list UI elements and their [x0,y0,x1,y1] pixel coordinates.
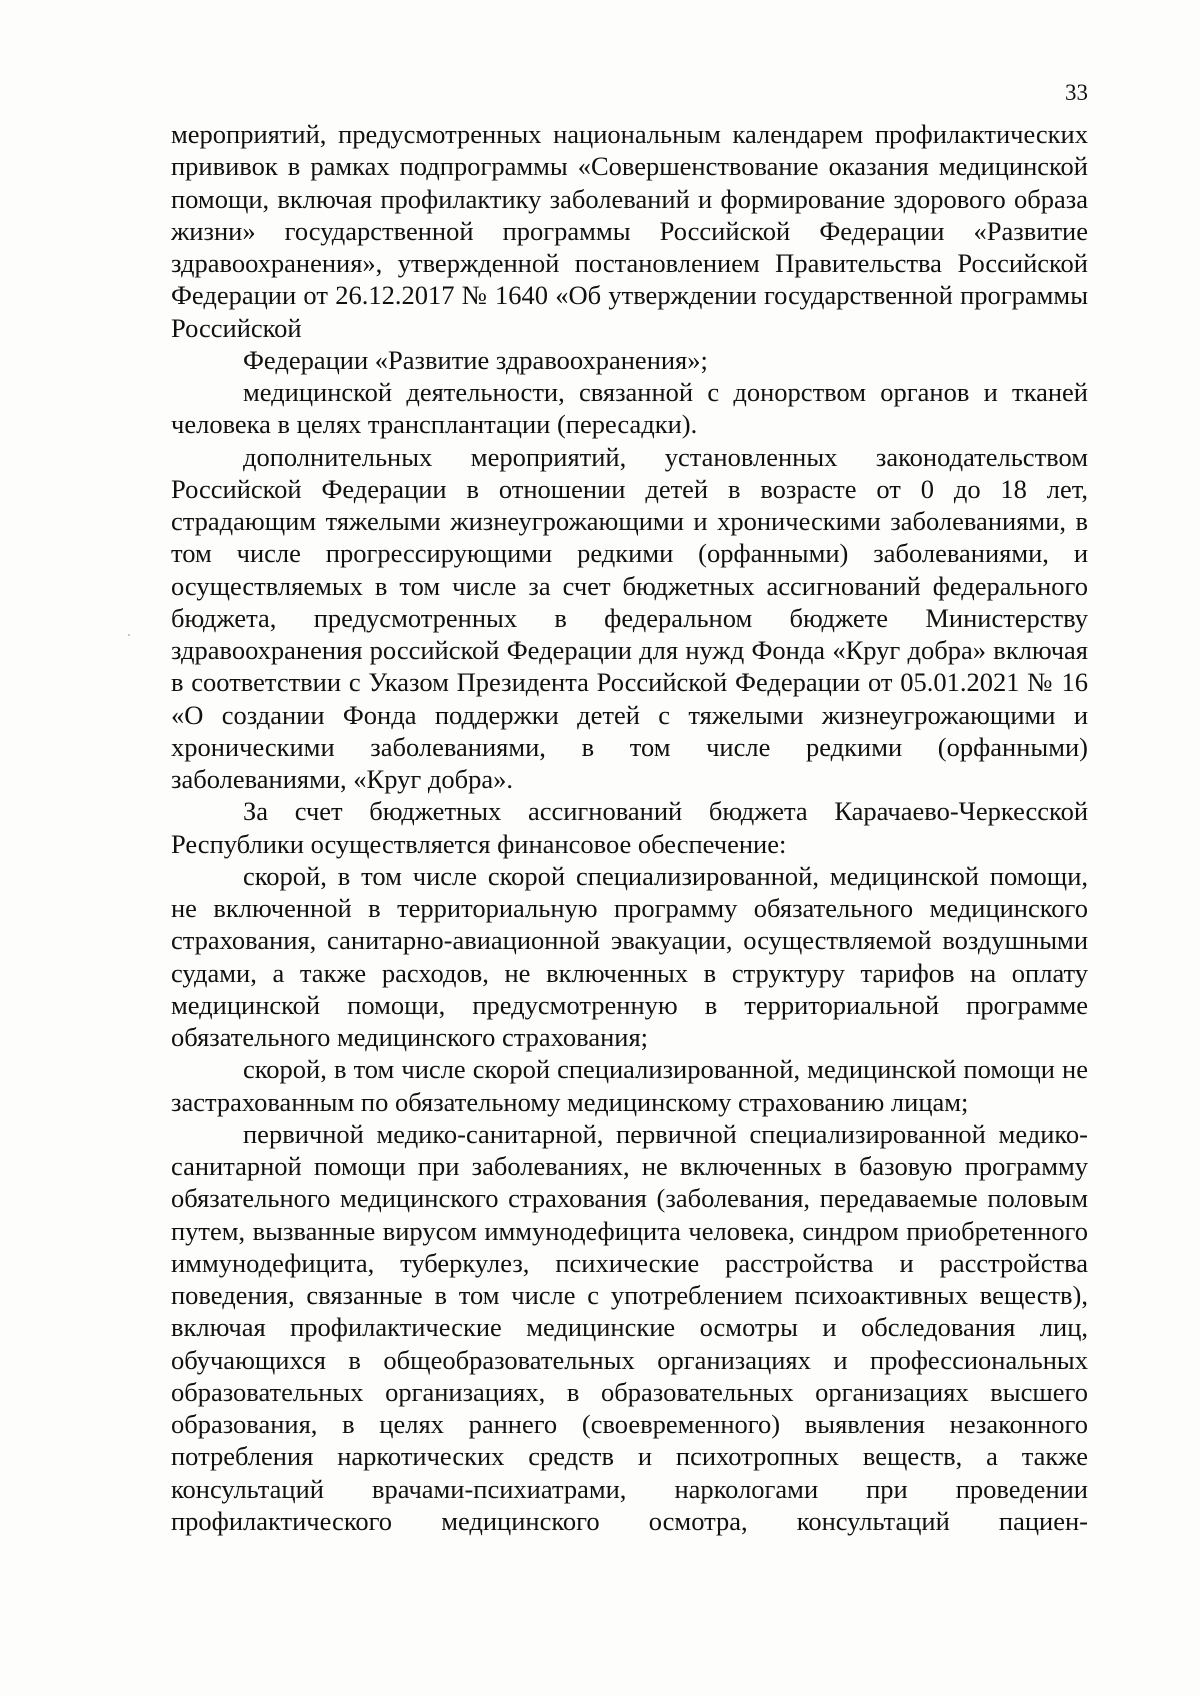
document-body [171,118,1088,1537]
paragraph: Федерации «Развитие здравоохранения»; [243,344,708,375]
paragraph: медицинской деятельности, связанной с донорством органов и тканей человека в целях трансплантации (пересадки). [171,377,1088,440]
paragraph: За счет бюджетных ассигнований бюджета Карачаево-Черкесской Республики осуществляется финансовое обеспечение: [171,796,1088,859]
paragraph: дополнительных мероприятий, установленных законодательством Российской Федерации в отношении детей в возрасте от 0 до 18 лет, страдающим тяжелыми жизнеугрожающими и хроническими заболеваниями, в том числе прогрессирующими редкими (орфанными) заболеваниями, и осуществляемых в том числе за счет бюджетных ассигнований федерального бюджета, предусмотренных в федеральном бюджете Министерству здравоохранения российской Федерации для нужд Фонда «Круг добра» включая в соответствии с Указом Президента Российской Федерации от 05.01.2021 № 16 «О создании Фонда поддержки детей с тяжелыми жизнеугрожающими и хроническими заболеваниями, в том числе редкими (орфанными) заболеваниями, «Круг добра». [171,441,1088,794]
paragraph-continuation: мероприятий, предусмотренных национальным календарем профилактических прививок в рамках подпрограммы «Совершенствование оказания медицинской помощи, включая профилактику заболеваний и формирование здорового образа жизни» государственной программы Российской Федерации «Развитие здравоохранения», утвержденной постановлением Правительства Российской Федерации от 26.12.2017 № 1640 «Об утверждении государственной программы Российской [171,119,1088,343]
paragraph: скорой, в том числе скорой специализированной, медицинской помощи, не включенной в территориальную программу обязательного медицинского страхования, санитарно-авиационной эвакуации, осуществляемой воздушными судами, а также расходов, не включенных в структуру тарифов на оплату медицинской помощи, предусмотренную в территориальной программе обязательного медицинского страхования; [171,860,1088,1052]
page-number: 33 [1065,80,1088,105]
scan-speck [128,634,130,636]
paragraph-continues-next-page: первичной медико-санитарной, первичной специализированной медико-санитарной помощи при заболеваниях, не включенных в базовую программу обязательного медицинского страхования (заболевания, передаваемые половым путем, вызванные вирусом иммунодефицита человека, синдром приобретенного иммунодефицита, туберкулез, психические расстройства и расстройства поведения, связанные в том числе с употреблением психоактивных веществ), включая профилактические медицинские осмотры и обследования лиц, обучающихся в общеобразовательных организациях и профессиональных образовательных организациях, в образовательных организациях высшего образования, в целях раннего (своевременного) выявления незаконного потребления наркотических средств и психотропных веществ, а также консультаций врачами-психиатрами, наркологами при проведении профилактического медицинского осмотра, консультаций пациен- [171,1118,1088,1536]
paragraph: скорой, в том числе скорой специализированной, медицинской помощи не застрахованным по обязательному медицинскому страхованию лицам; [171,1054,1088,1117]
